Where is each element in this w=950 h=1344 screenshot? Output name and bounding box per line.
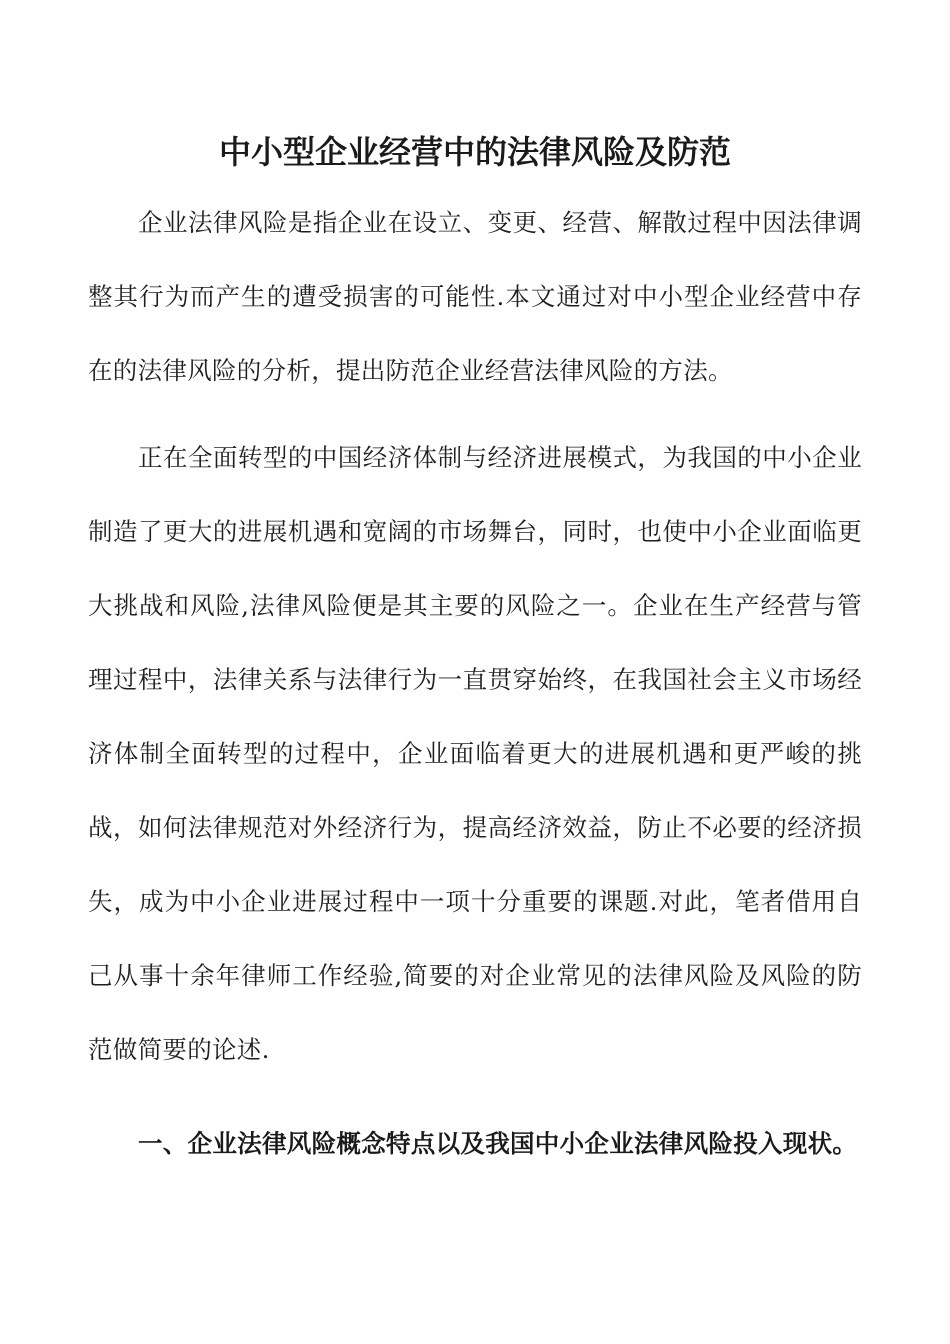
document-title: 中小型企业经营中的法律风险及防范 (218, 133, 731, 171)
paragraph-intro: 企业法律风险是指企业在设立、变更、经营、解散过程中因法律调整其行为而产生的遭受损害的可能性.本文通过对中小型企业经营中存在的法律风险的分析，提出防范企业经营法律风险的方法。 (88, 208, 862, 385)
paragraph-background: 正在全面转型的中国经济体制与经济进展模式，为我国的中小企业制造了更大的进展机遇和宽阔的市场舞台，同时，也使中小企业面临更大挑战和风险,法律风险便是其主要的风险之一。企业在生产经营与管理过程中，法律关系与法律行为一直贯穿始终，在我国社会主义市场经济体制全面转型的过程中，企业面临着更大的进展机遇和更严峻的挑战，如何法律规范对外经济行为，提高经济效益，防止不必要的经济损失，成为中小企业进展过程中一项十分重要的课题.对此，笔者借用自己从事十余年律师工作经验,简要的对企业常见的法律风险及风险的防范做简要的论述. (88, 443, 862, 1064)
section-heading: 一、企业法律风险概念特点以及我国中小企业法律风险投入现状。 (138, 1129, 858, 1158)
